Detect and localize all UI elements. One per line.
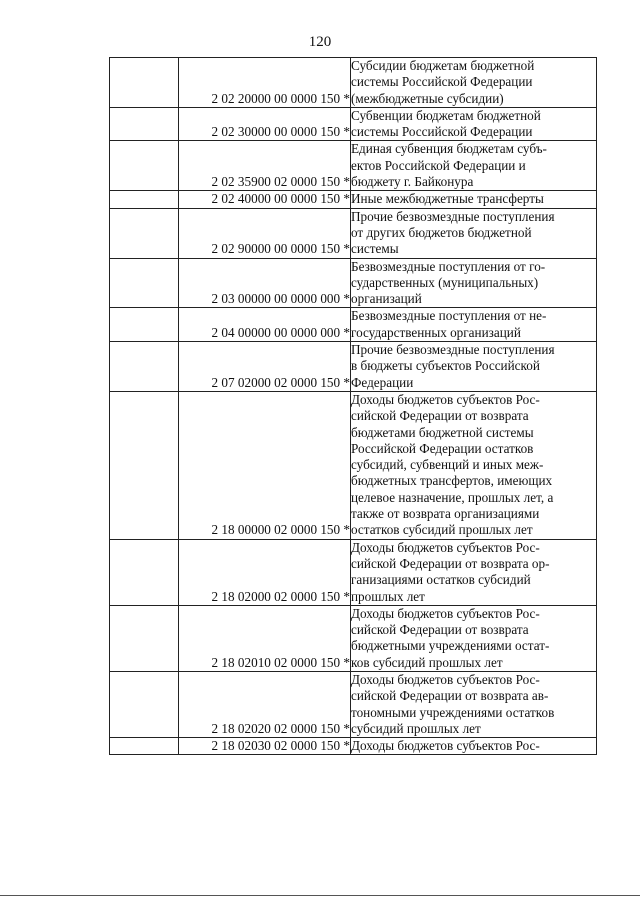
budget-code-cell: 2 07 02000 02 0000 150 * [179, 342, 351, 392]
description-line: бюджетных трансфертов, имеющих [351, 473, 553, 489]
table-row [110, 107, 597, 141]
description-line: Российской Федерации остатков [351, 440, 534, 456]
table-row [110, 258, 597, 308]
description-line: организаций [351, 291, 422, 307]
description-line: Безвозмездные поступления от го- [351, 258, 546, 274]
budget-code-cell: 2 02 40000 00 0000 150 * [179, 191, 351, 208]
budget-code-cell: 2 04 00000 00 0000 000 * [179, 308, 351, 342]
empty-cell [110, 258, 179, 308]
budget-code-cell: 2 02 20000 00 0000 150 * [179, 58, 351, 108]
description-line: сийской Федерации от возврата [351, 408, 529, 424]
description-line: сийской Федерации от возврата [351, 622, 529, 638]
description-line: Доходы бюджетов субъектов Рос- [351, 605, 540, 621]
description-line: бюджету г. Байконура [351, 174, 474, 190]
description-line: в бюджеты субъектов Российской [351, 358, 540, 374]
description-line: сударственных (муниципальных) [351, 274, 539, 290]
description-line: прошлых лет [351, 588, 425, 604]
description-cell [351, 308, 597, 342]
description-line: бюджетными учреждениями остат- [351, 638, 550, 654]
description-cell [351, 191, 597, 208]
description-line: системы Российской Федерации [351, 124, 533, 140]
description-line: тономными учреждениями остатков [351, 704, 555, 720]
empty-cell [110, 671, 179, 737]
description-cell [351, 258, 597, 308]
description-line: системы [351, 241, 399, 257]
description-line: от других бюджетов бюджетной [351, 224, 532, 240]
empty-cell [110, 107, 179, 141]
empty-cell [110, 58, 179, 108]
empty-cell [110, 208, 179, 258]
budget-code-cell: 2 18 02010 02 0000 150 * [179, 605, 351, 671]
budget-code-cell: 2 18 00000 02 0000 150 * [179, 391, 351, 539]
description-cell [351, 342, 597, 392]
description-line: Доходы бюджетов субъектов Рос- [351, 539, 540, 555]
description-line: Доходы бюджетов субъектов Рос- [351, 391, 540, 407]
table-body [110, 58, 597, 755]
table-row [110, 342, 597, 392]
description-line: государственных организаций [351, 324, 521, 340]
description-line: ганизациями остатков субсидий [351, 572, 531, 588]
budget-code-cell: 2 02 90000 00 0000 150 * [179, 208, 351, 258]
table-row [110, 391, 597, 539]
table-row [110, 671, 597, 737]
empty-cell [110, 539, 179, 605]
description-line: субсидий, субвенций и иных меж- [351, 457, 544, 473]
revenue-classification-table [109, 57, 597, 755]
description-line: Федерации [351, 374, 414, 390]
budget-code-cell: 2 18 02000 02 0000 150 * [179, 539, 351, 605]
description-cell [351, 58, 597, 108]
description-cell [351, 539, 597, 605]
empty-cell [110, 342, 179, 392]
description-cell [351, 671, 597, 737]
description-line: Прочие безвозмездные поступления [351, 342, 555, 358]
description-line: сийской Федерации от возврата ор- [351, 555, 550, 571]
description-line: субсидий прошлых лет [351, 720, 481, 736]
empty-cell [110, 605, 179, 671]
empty-cell [110, 308, 179, 342]
description-line: Иные межбюджетные трансферты [351, 191, 544, 207]
description-line: Прочие безвозмездные поступления [351, 208, 555, 224]
budget-code-cell: 2 02 30000 00 0000 150 * [179, 107, 351, 141]
table-row [110, 738, 597, 755]
budget-code-cell: 2 18 02020 02 0000 150 * [179, 671, 351, 737]
description-line: Доходы бюджетов субъектов Рос- [351, 671, 540, 687]
budget-code-cell: 2 02 35900 02 0000 150 * [179, 141, 351, 191]
description-cell [351, 738, 597, 755]
description-line: системы Российской Федерации [351, 74, 533, 90]
description-line: также от возврата организациями [351, 506, 540, 522]
description-line: Субвенции бюджетам бюджетной [351, 107, 541, 123]
budget-code-cell: 2 18 02030 02 0000 150 * [179, 738, 351, 755]
description-line: (межбюджетные субсидии) [351, 90, 504, 106]
table-row [110, 141, 597, 191]
description-line: сийской Федерации от возврата ав- [351, 688, 549, 704]
empty-cell [110, 391, 179, 539]
empty-cell [110, 738, 179, 755]
description-line: Субсидии бюджетам бюджетной [351, 58, 535, 73]
description-line: ков субсидий прошлых лет [351, 654, 503, 670]
table-row [110, 191, 597, 208]
budget-code-cell: 2 03 00000 00 0000 000 * [179, 258, 351, 308]
description-cell [351, 391, 597, 539]
table-row [110, 605, 597, 671]
description-line: ектов Российской Федерации и [351, 157, 526, 173]
description-cell [351, 208, 597, 258]
empty-cell [110, 191, 179, 208]
description-line: целевое назначение, прошлых лет, а [351, 489, 554, 505]
table-row [110, 308, 597, 342]
empty-cell [110, 141, 179, 191]
table-row [110, 58, 597, 108]
description-cell [351, 605, 597, 671]
table-row [110, 539, 597, 605]
page-number: 120 [308, 34, 332, 50]
description-line: Доходы бюджетов субъектов Рос- [351, 738, 540, 754]
description-line: Безвозмездные поступления от не- [351, 308, 547, 324]
description-cell [351, 141, 597, 191]
page-bottom-rule [0, 895, 640, 896]
table-row [110, 208, 597, 258]
description-line: бюджетами бюджетной системы [351, 424, 534, 440]
description-cell [351, 107, 597, 141]
description-line: остатков субсидий прошлых лет [351, 522, 533, 538]
description-line: Единая субвенция бюджетам субъ- [351, 141, 547, 157]
